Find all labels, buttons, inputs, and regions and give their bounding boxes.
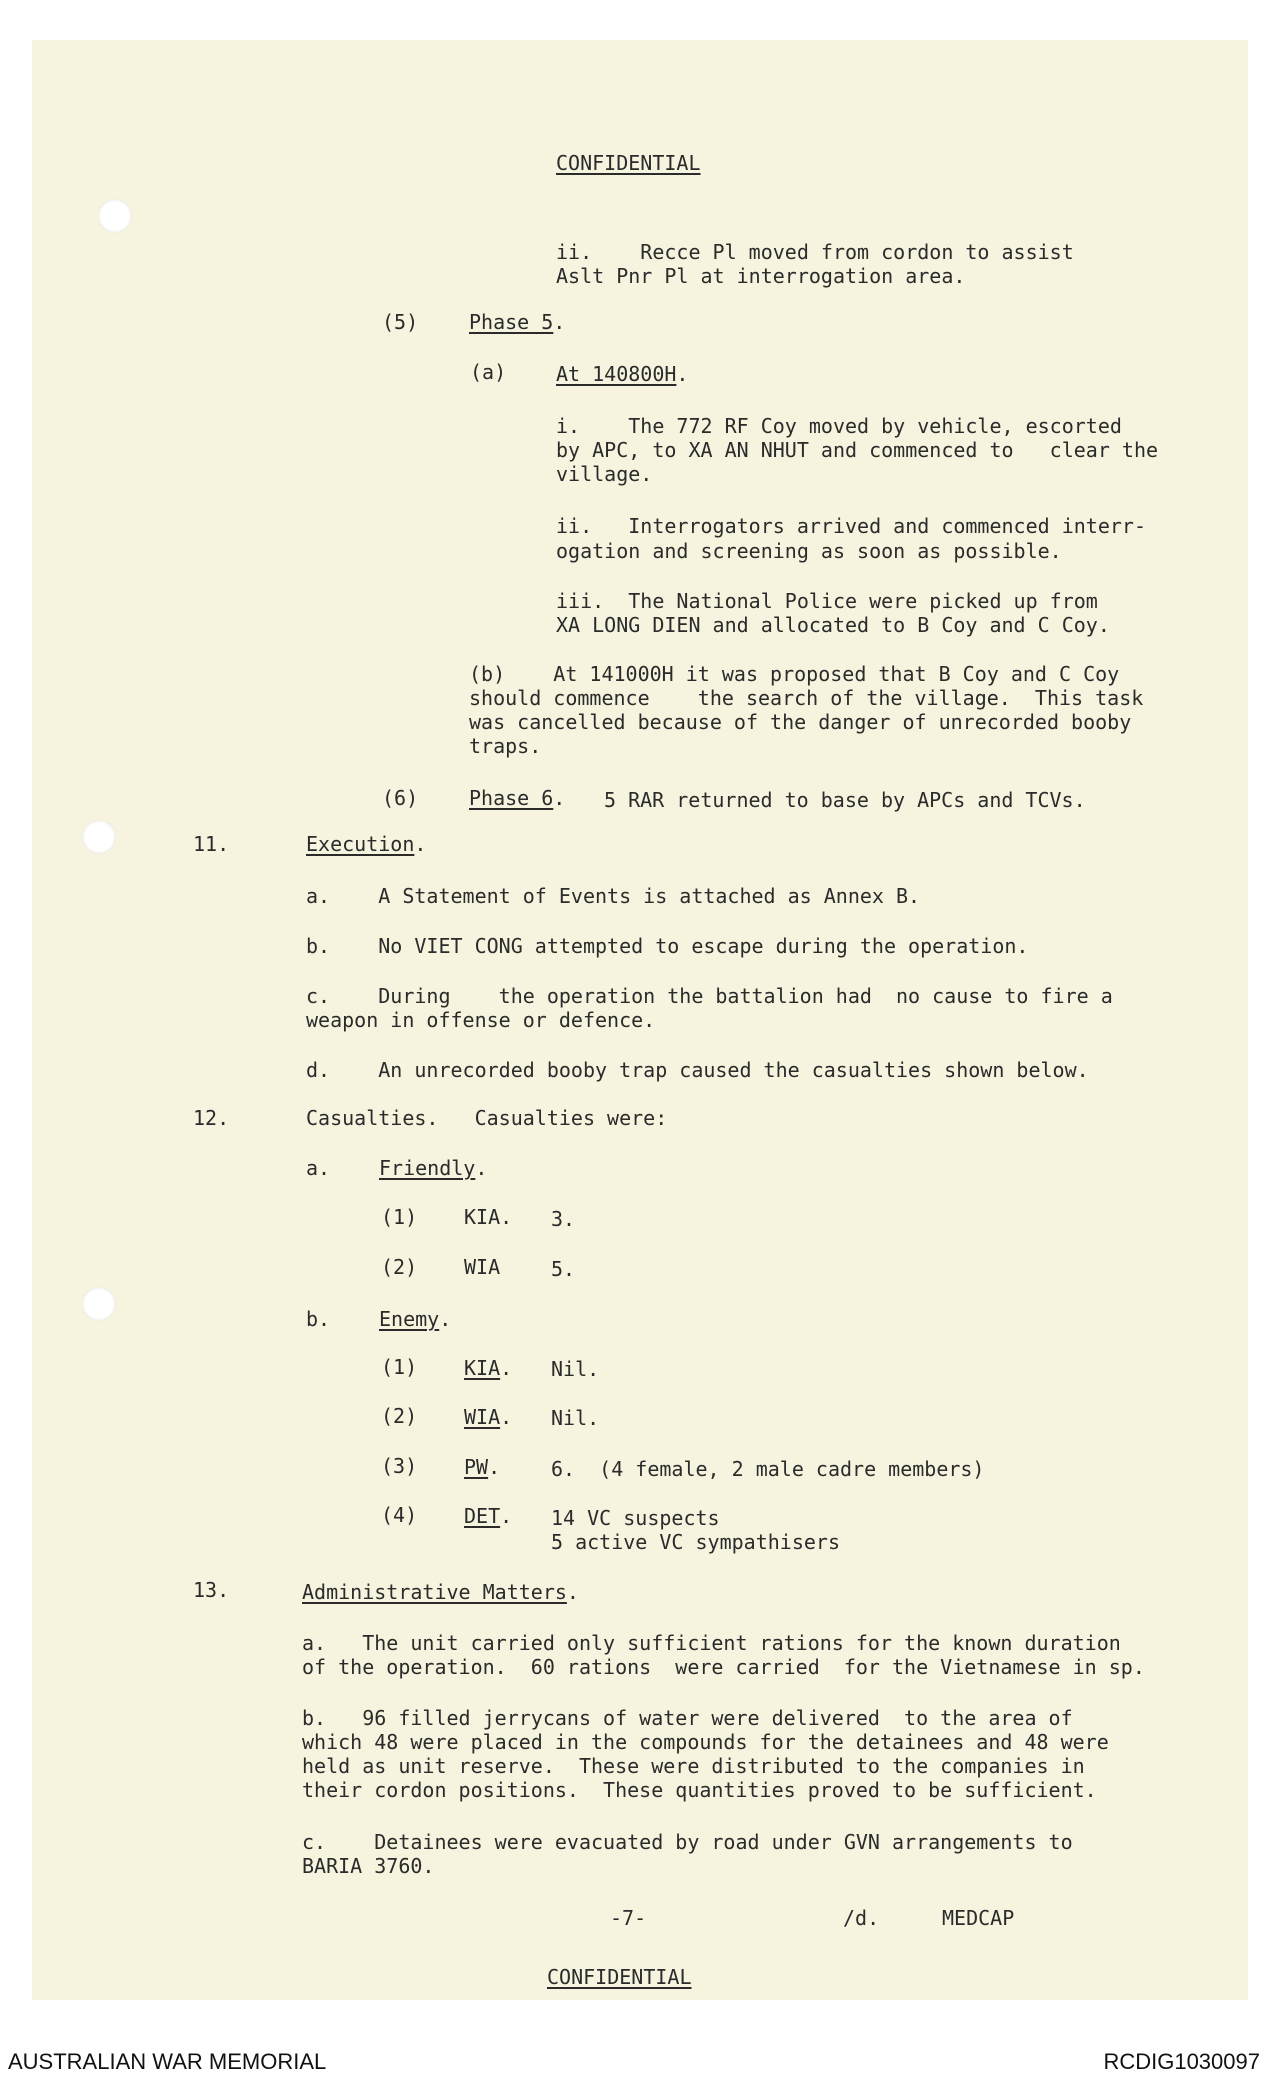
enemy-heading: Enemy.: [379, 1307, 452, 1331]
friendly-heading: Friendly.: [379, 1156, 488, 1180]
casualty-label: KIA.: [464, 1356, 513, 1380]
phase5-text: (b) At 141000H it was proposed that B Coy and C Coy: [469, 662, 1120, 686]
phase5-text: iii. The National Police were picked up from: [556, 589, 1098, 613]
para11-text: a. A Statement of Events is attached as Annex B.: [306, 884, 921, 908]
para11-text: c. During the operation the battalion had no cause to fire a: [306, 984, 1113, 1008]
phase5-text: XA LONG DIEN and allocated to B Coy and C Coy.: [556, 613, 1110, 637]
phase5-a-title: At 140800H.: [556, 362, 689, 386]
phase5-text: was cancelled because of the danger of unrecorded booby: [469, 710, 1132, 734]
casualty-value: 6. (4 female, 2 male cadre members): [551, 1457, 985, 1481]
casualty-number: (1): [381, 1205, 418, 1229]
para13-text: BARIA 3760.: [302, 1854, 435, 1878]
phase5-text: by APC, to XA AN NHUT and commenced to clear the: [556, 438, 1159, 462]
phase5-text: ogation and screening as soon as possible.: [556, 539, 1062, 563]
casualty-value: Nil.: [551, 1406, 600, 1430]
phase5-a-number: (a): [470, 360, 507, 384]
punch-hole: [98, 199, 132, 233]
para11-number: 11.: [193, 832, 230, 856]
classification-header: CONFIDENTIAL: [556, 151, 701, 175]
para13-text: held as unit reserve. These were distributed to the companies in: [302, 1754, 1085, 1778]
continuation-mark: /d.: [843, 1906, 880, 1930]
phase6-text: 5 RAR returned to base by APCs and TCVs.: [604, 788, 1086, 812]
para11-title: Execution.: [306, 832, 427, 856]
para13-text: c. Detainees were evacuated by road under GVN arrangements to: [302, 1830, 1073, 1854]
para12-b-label: b.: [306, 1307, 331, 1331]
continuation-word: MEDCAP: [942, 1906, 1015, 1930]
page-number: -7-: [610, 1906, 647, 1930]
para13-text: which 48 were placed in the compounds for the detainees and 48 were: [302, 1730, 1109, 1754]
casualty-label: PW.: [464, 1455, 501, 1479]
casualty-value: Nil.: [551, 1357, 600, 1381]
casualty-number: (4): [381, 1503, 418, 1527]
casualty-label: WIA.: [464, 1405, 513, 1429]
phase6-title: Phase 6.: [469, 786, 566, 810]
phase4-line: Aslt Pnr Pl at interrogation area.: [556, 264, 966, 288]
casualty-label: WIA: [464, 1255, 501, 1279]
phase6-number: (6): [382, 786, 419, 810]
para12-intro: Casualties. Casualties were:: [306, 1106, 668, 1130]
casualty-label: KIA.: [464, 1205, 513, 1229]
phase5-number: (5): [382, 310, 419, 334]
casualty-value: 14 VC suspects: [551, 1506, 720, 1530]
punch-hole: [82, 820, 116, 854]
casualty-number: (2): [381, 1404, 418, 1428]
phase5-text: ii. Interrogators arrived and commenced interr-: [556, 514, 1147, 538]
para11-text: d. An unrecorded booby trap caused the casualties shown below.: [306, 1058, 1089, 1082]
casualty-value: 5 active VC sympathisers: [551, 1530, 840, 1554]
archive-reference: RCDIG1030097: [1103, 2049, 1260, 2074]
casualty-value: 3.: [551, 1207, 576, 1231]
para11-text: b. No VIET CONG attempted to escape during the operation.: [306, 934, 1029, 958]
para13-text: their cordon positions. These quantities proved to be sufficient.: [302, 1778, 1097, 1802]
phase5-text: i. The 772 RF Coy moved by vehicle, escorted: [556, 414, 1122, 438]
casualty-value: 5.: [551, 1257, 576, 1281]
archive-label: AUSTRALIAN WAR MEMORIAL: [8, 2049, 327, 2074]
casualty-number: (1): [381, 1355, 418, 1379]
phase4-line: ii. Recce Pl moved from cordon to assist: [556, 240, 1074, 264]
para13-text: of the operation. 60 rations were carried for the Vietnamese in sp.: [302, 1655, 1145, 1679]
casualty-number: (2): [381, 1255, 418, 1279]
casualty-label: DET.: [464, 1504, 513, 1528]
para13-title: Administrative Matters.: [302, 1580, 579, 1604]
phase5-title: Phase 5.: [469, 310, 566, 334]
para13-text: b. 96 filled jerrycans of water were delivered to the area of: [302, 1706, 1073, 1730]
phase5-text: traps.: [469, 734, 542, 758]
para13-text: a. The unit carried only sufficient rations for the known duration: [302, 1631, 1121, 1655]
phase5-text: should commence the search of the village. This task: [469, 686, 1144, 710]
phase5-text: village.: [556, 462, 653, 486]
para11-text: weapon in offense or defence.: [306, 1008, 656, 1032]
classification-footer: CONFIDENTIAL: [547, 1965, 692, 1989]
casualty-number: (3): [381, 1454, 418, 1478]
para12-a-label: a.: [306, 1156, 331, 1180]
para13-number: 13.: [193, 1578, 230, 1602]
para12-number: 12.: [193, 1106, 230, 1130]
punch-hole: [82, 1287, 116, 1321]
